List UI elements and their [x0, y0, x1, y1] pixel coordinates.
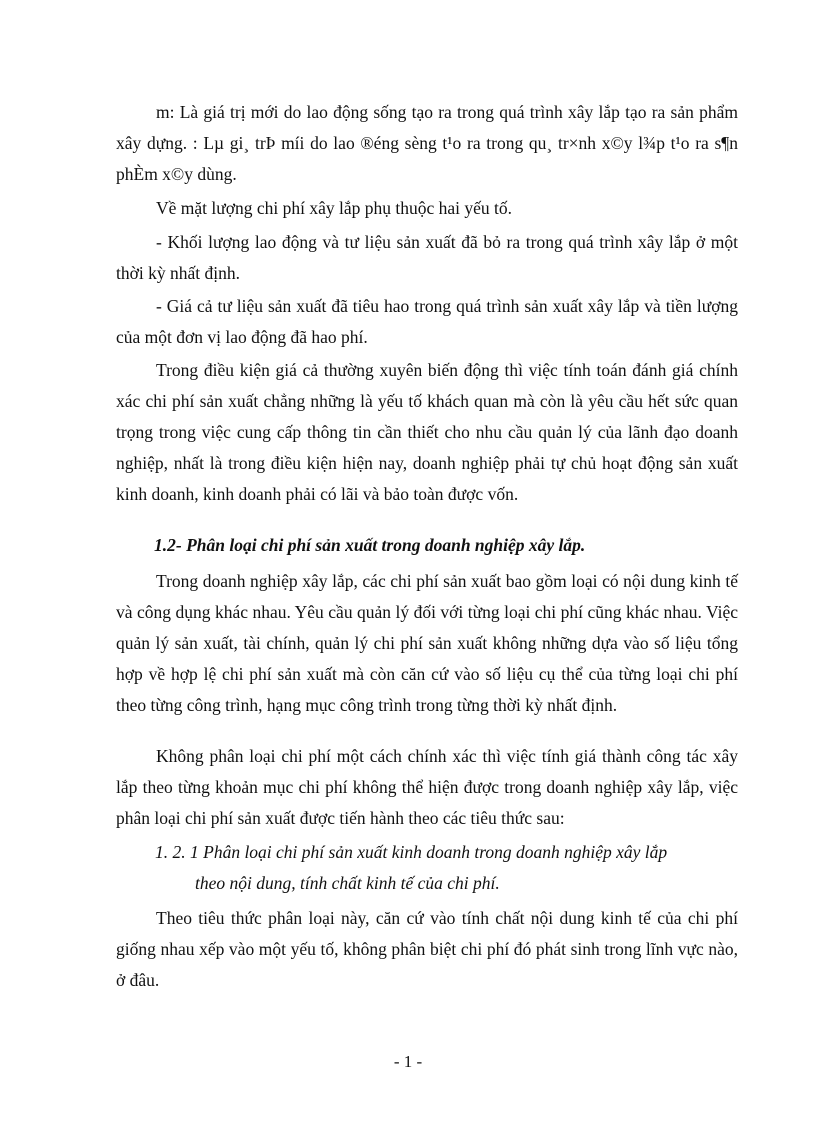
subsection-heading-1-2-1 — [155, 837, 745, 899]
section-heading-1-2: 1.2- Phân loại chi phí sản xuất trong doanh nghiệp xây lắp. — [154, 535, 586, 555]
paragraph-material-price: - Giá cả tư liệu sản xuất đã tiêu hao trong quá trình sản xuất xây lắp và tiền lượng của một đơn vị lao động đã hao phí. — [116, 296, 738, 347]
paragraph-value-added: m: Là giá trị mới do lao động sống tạo ra trong quá trình xây lắp tạo ra sản phẩm xây dựng. : Lµ gi¸ trÞ míi do lao ®éng sèng t¹o ra trong qu¸ tr×nh x©y l¾p t¹o ra s¶n phÈm x©y dùng. — [116, 102, 738, 184]
paragraph-cost-types: Trong doanh nghiệp xây lắp, các chi phí sản xuất bao gồm loại có nội dung kinh tế và công dụng khác nhau. Yêu cầu quản lý đối với từng loại chi phí cũng khác nhau. Việc quản lý sản xuất, tài chính, quản lý chi phí sản xuất không những dựa vào số liệu tổng hợp về hợp lệ chi phí sản xuất mà còn căn cứ vào số liệu cụ thể của từng loại chi phí theo từng công trình, hạng mục công trình trong từng thời kỳ nhất định. — [116, 571, 738, 715]
paragraph-quantity-factors: Về mặt lượng chi phí xây lắp phụ thuộc hai yếu tố. — [156, 198, 513, 218]
subsection-heading-line-1: 1. 2. 1 Phân loại chi phí sản xuất kinh doanh trong doanh nghiệp xây lắp — [155, 842, 668, 862]
paragraph-classification-criteria: Không phân loại chi phí một cách chính xác thì việc tính giá thành công tác xây lắp theo từng khoản mục chi phí không thể hiện được trong doanh nghiệp xây lắp, việc phân loại chi phí sản xuất được tiến hành theo các tiêu thức sau: — [116, 746, 738, 828]
paragraph-price-fluctuation: Trong điều kiện giá cả thường xuyên biến động thì việc tính toán đánh giá chính xác chi phí sản xuất chẳng những là yếu tố khách quan mà còn là yêu cầu hết sức quan trọng trong việc cung cấp thông tin cần thiết cho nhu cầu quản lý của lãnh đạo doanh nghiệp, nhất là trong điều kiện hiện nay, doanh nghiệp phải tự chủ hoạt động sản xuất kinh doanh, kinh doanh phải có lãi và bảo toàn được vốn. — [116, 360, 738, 504]
page-number: - 1 - — [393, 1052, 423, 1071]
subsection-heading-line-2: theo nội dung, tính chất kinh tế của chi phí. — [195, 873, 500, 893]
paragraph-labor-volume: - Khối lượng lao động và tư liệu sản xuất đã bỏ ra trong quá trình xây lắp ở một thời kỳ nhất định. — [116, 232, 738, 283]
paragraph-economic-content: Theo tiêu thức phân loại này, căn cứ vào tính chất nội dung kinh tế của chi phí giống nhau xếp vào một yếu tố, không phân biệt chi phí đó phát sinh trong lĩnh vực nào, ở đâu. — [116, 908, 738, 990]
